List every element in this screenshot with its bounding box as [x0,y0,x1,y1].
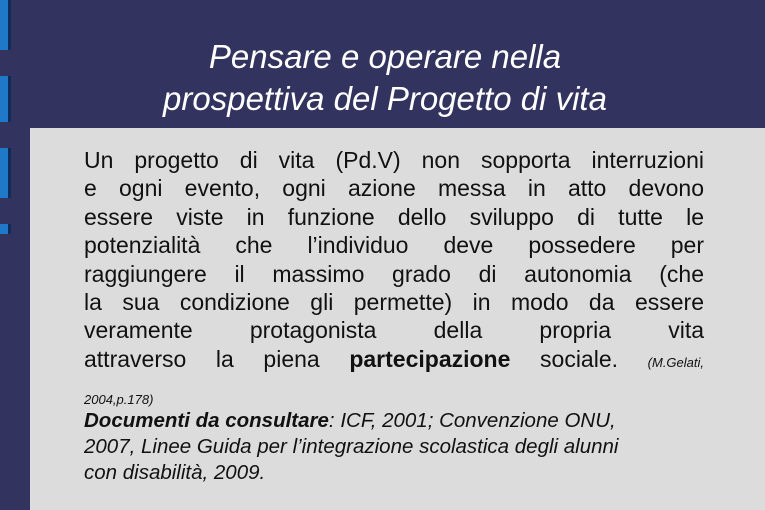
body-line: essere viste in funzione dello sviluppo di tutte le [84,203,704,230]
body-line: potenzialità che l’individuo deve possedere per [84,232,704,259]
body-line: Un progetto di vita (Pd.V) non sopporta interruzioni [84,147,704,173]
decor-tick [0,76,11,122]
body-text-segment: attraverso la piena [84,345,350,372]
citation-start: (M.Gelati, [647,354,704,370]
body-paragraph [84,146,704,377]
title-line-1: Pensare e operare nella [208,38,562,75]
body-line: e ogni evento, ogni azione messa in atto devono [84,175,704,202]
decor-tick [0,148,11,198]
references-line-3: con disabilità, 2009. [84,461,266,484]
body-line: veramente protagonista della propria vita [84,317,704,344]
references-line-1 [84,408,714,434]
references-label: Documenti da consultare [84,409,329,432]
references-line-2: 2007, Linee Guida per l’integrazione scolastica degli alunni [84,435,619,458]
body-line: raggiungere il massimo grado di autonomia (che [84,260,704,287]
body-text-segment: sociale. [510,345,619,372]
slide-title [40,36,730,120]
body-line: la sua condizione gli permette) in modo da essere [84,289,704,316]
title-line-2: prospettiva del Progetto di vita [163,80,607,117]
references-block [84,408,714,486]
references-text: : ICF, 2001; Convenzione ONU, [328,409,616,432]
citation-end: 2004,p.178) [84,392,154,407]
decor-tick [0,224,11,234]
decor-tick [0,0,11,50]
emphasis-word: partecipazione [349,345,511,372]
body-last-line [84,345,704,377]
